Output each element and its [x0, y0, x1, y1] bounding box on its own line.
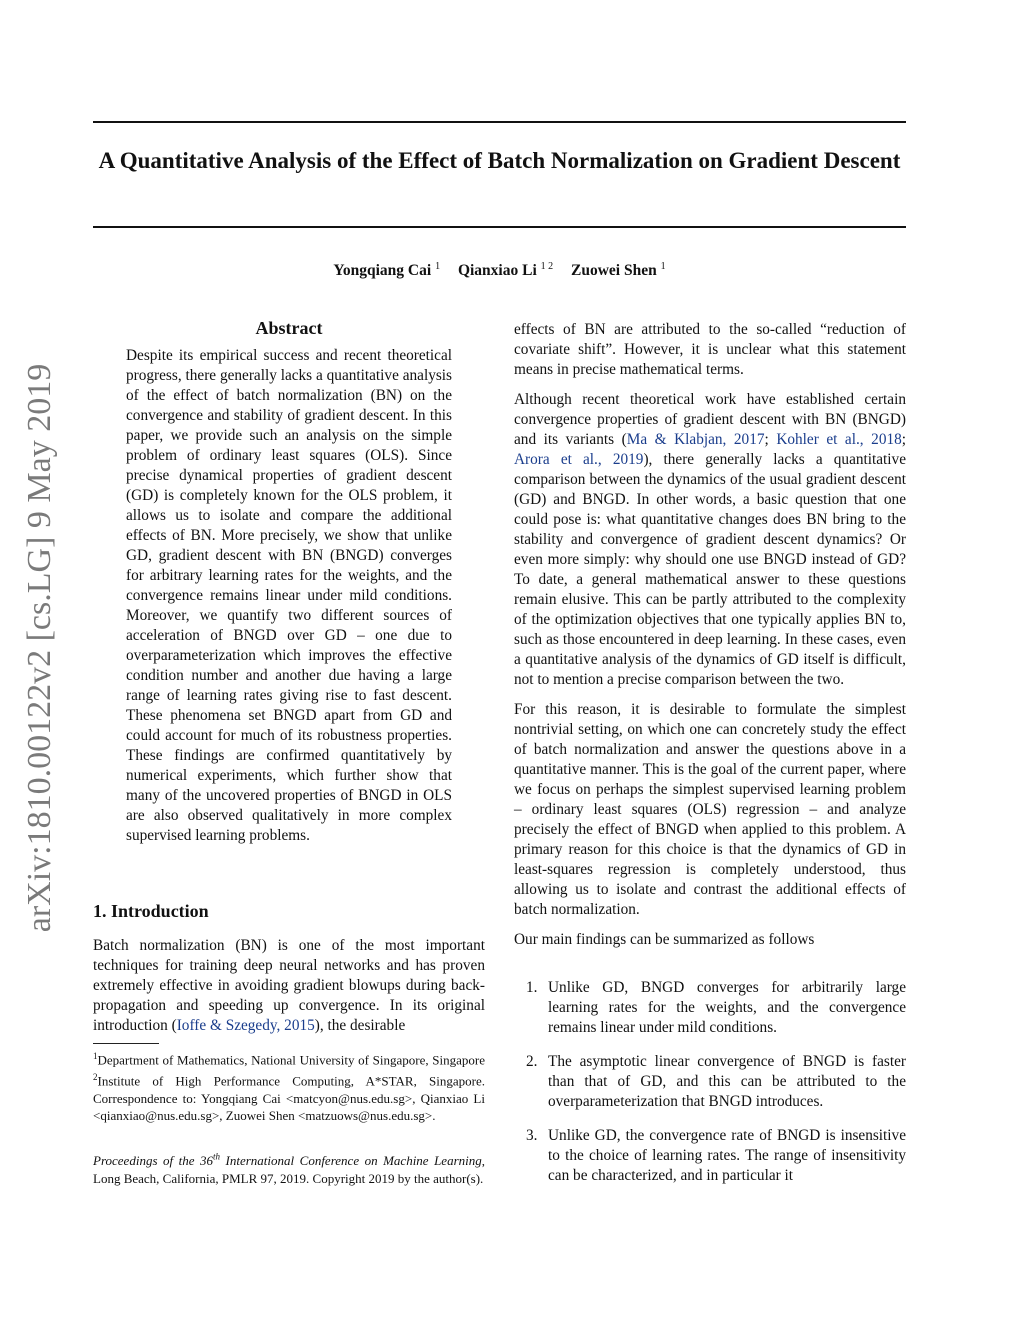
right-column: [514, 320, 906, 1200]
author: Zuowei Shen $^1$: [571, 261, 666, 280]
list-item: 2. The asymptotic linear convergence of BNGD is faster than that of GD, and this can be attributed to the overparameterization that BNGD introduces.: [526, 1053, 906, 1110]
author-list: [93, 261, 906, 280]
citation-link[interactable]: Ma & Klabjan, 2017: [626, 431, 765, 448]
citation-link[interactable]: Kohler et al., 2018: [776, 431, 902, 448]
affiliation-footnote: $^1$Department of Mathematics, National University of Singapore, Singapore $^2$Institute of High Performance Computing, A*STAR, Singapore. Correspondence to: Yongqiang Cai <matcyon@nus.edu.sg>, Qianxiao Li <qianxiao@nus.edu.sg>, Zuowei Shen <matzuows@nus.edu.sg>.: [93, 1051, 485, 1124]
title-bottom-rule: [93, 226, 906, 228]
intro-paragraph-2: Although recent theoretical work have established certain convergence properties of gradient descent with BN (BNGD) and its variants (Ma & Klabjan, 2017; Kohler et al., 2018; Arora et al., 2019), there generally lacks a quantitative comparison between the dynamics of the usual gradient descent (GD) and BNGD. In other words, a basic question that one could pose is: what quantitative changes does BN bring to the stability and convergence of gradient descent dynamics? Or even more simply: why should one use BNGD instead of GD? To date, a general mathematical answer to these questions remain elusive. This can be partly attributed to the complexity of the optimization objectives that one typically applies BN to, such as those encountered in deep learning. In these cases, even a quantitative analysis of the dynamics of GD itself is difficult, not to mention a precise comparison between the two.: [514, 391, 907, 688]
citation-link[interactable]: Ioffe & Szegedy, 2015: [176, 1017, 315, 1034]
arxiv-side-stamp: arXiv:1810.00122v2 [cs.LG] 9 May 2019: [21, 363, 58, 933]
author: Yongqiang Cai $^1$: [333, 261, 441, 280]
intro-paragraph-1: Batch normalization (BN) is one of the most important techniques for training deep neural networks and has proven extremely effective in avoiding gradient blowups during back-propagation and speeding up convergence. In its original introduction (Ioffe & Szegedy, 2015), the desirable: [93, 937, 485, 1034]
proceedings-note: Proceedings of the 36th International Conference on Machine Learning, Long Beach, California, PMLR 97, 2019. Copyright 2019 by the author(s).: [93, 1152, 485, 1186]
author: Qianxiao Li $^{1 2}$: [457, 261, 554, 280]
citation-link[interactable]: Arora et al., 2019: [514, 451, 644, 468]
findings-list: [514, 978, 906, 1186]
footnote-rule: [93, 1043, 159, 1044]
paper-title: A Quantitative Analysis of the Effect of Batch Normalization on Gradient Descent: [98, 148, 901, 173]
abstract-heading: Abstract: [255, 318, 323, 338]
title-top-rule: [93, 121, 906, 123]
intro-paragraph-4: Our main findings can be summarized as follows: [514, 931, 815, 948]
intro-paragraph-3: For this reason, it is desirable to formulate the simplest nontrivial setting, on which one can concretely study the effect of batch normalization and answer the questions above in a quantitative manner. This is the goal of the current paper, where we focus on perhaps the simplest supervised learning problem – ordinary least squares (OLS) regression – and analyze precisely the effect of BNGD when applied to this problem. A primary reason for this choice is that the dynamics of GD in least-squares regression is completely understood, thus allowing us to isolate and contrast the additional effects of batch normalization.: [514, 701, 906, 918]
list-item: 3. Unlike GD, the convergence rate of BNGD is insensitive to the choice of learning rates. The range of insensitivity can be characterized, and in particular it: [526, 1127, 906, 1184]
section-heading-introduction: 1. Introduction: [93, 901, 209, 921]
abstract-text: Despite its empirical success and recent theoretical progress, there generally lacks a quantitative analysis of the effect of batch normalization (BN) on the convergence and stability of gradient descent. In this paper, we provide such an analysis on the simple problem of ordinary least squares (OLS). Since precise dynamical properties of gradient descent (GD) is completely known for the OLS problem, it allows us to isolate and compare the additional effects of BN. More precisely, we show that unlike GD, gradient descent with BN (BNGD) converges for arbitrary learning rates for the weights, and the convergence remains linear under mild conditions. Moreover, we quantify two different sources of acceleration of BNGD over GD – one due to overparameterization which improves the effective condition number and another due having a large range of learning rates giving rise to fast descent. These phenomena set BNGD apart from GD and could account for much of its robustness properties. These findings are confirmed quantitatively by numerical experiments, which further show that many of the uncovered properties of BNGD in OLS are also observed qualitatively in more complex supervised learning problems.: [126, 347, 452, 844]
list-item: 1. Unlike GD, BNGD converges for arbitrarily large learning rates for the weights, and the convergence remains linear under mild conditions.: [526, 979, 906, 1036]
intro-paragraph-1-continued: effects of BN are attributed to the so-called “reduction of covariate shift”. However, it is unclear what this statement means in precise mathematical terms.: [514, 321, 906, 378]
